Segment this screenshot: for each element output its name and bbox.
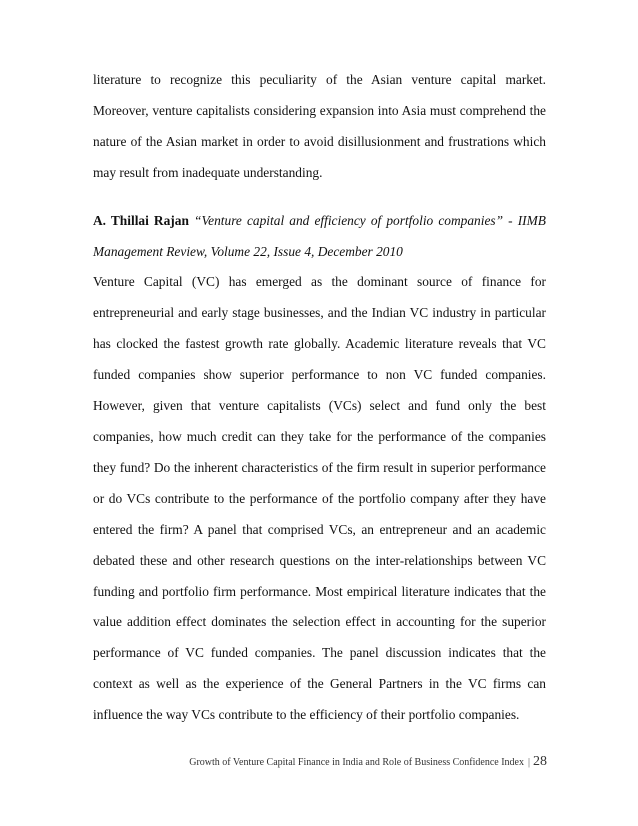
reference-title: “Venture capital and efficiency of portfolio companies” - IIMB Management Review, Volume 22, Issue 4, December 2010 <box>93 212 546 259</box>
page-content <box>93 65 546 731</box>
page-footer <box>189 754 547 770</box>
intro-paragraph: literature to recognize this peculiarity of the Asian venture capital market. Moreover, venture capitalists considering expansion into Asia must comprehend the nature of the Asian market in order to avoid disillusionment and frustrations which may result from inadequate understanding. <box>93 72 546 180</box>
footer-running-title: Growth of Venture Capital Finance in India and Role of Business Confidence Index <box>189 757 524 768</box>
body-paragraph: Venture Capital (VC) has emerged as the dominant source of finance for entrepreneurial and early stage businesses, and the Indian VC industry in particular has clocked the fastest growth rate globally. Academic literature reveals that VC funded companies show superior performance to non VC funded companies. However, given that venture capitalists (VCs) select and fund only the best companies, how much credit can they take for the performance of the companies they fund? Do the inherent characteristics of the firm result in superior performance or do VCs contribute to the performance of the portfolio company after they have entered the firm? A panel that comprised VCs, an entrepreneur and an academic debated these and other research questions on the inter-relationships between VC funding and portfolio firm performance. Most empirical literature indicates that the value addition effect dominates the selection effect in accounting for the superior performance of VC funded companies. The panel discussion indicates that the context as well as the experience of the General Partners in the VC firms can influence the way VCs contribute to the efficiency of their portfolio companies. <box>93 274 546 723</box>
footer-separator: | <box>527 757 530 768</box>
page-number: 28 <box>533 754 547 769</box>
reference-author: A. Thillai Rajan <box>93 212 189 228</box>
reference-heading <box>93 206 546 268</box>
